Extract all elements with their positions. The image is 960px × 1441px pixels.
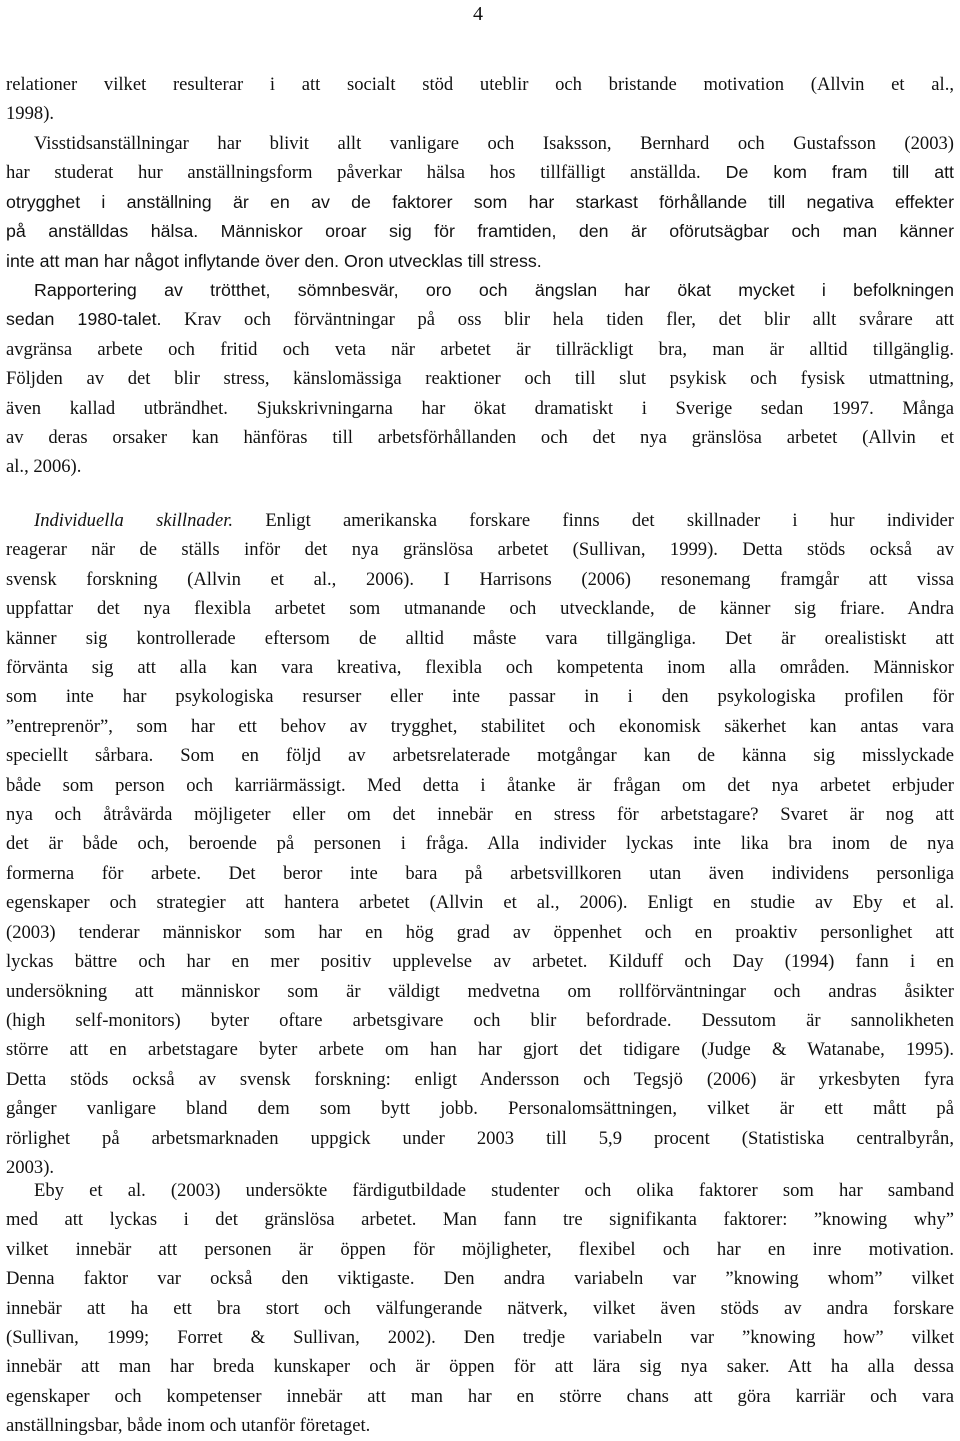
text-line: inte att man har något inflytande över den. Oron utvecklas till stress. bbox=[6, 250, 542, 271]
text-segment: Människor oroar sig för framtiden, den är oförutsägbar och man känner bbox=[198, 221, 954, 242]
text-line: svensk forskning (Allvin et al., 2006). I Harrisons (2006) resonemang framgår att vissa bbox=[6, 568, 954, 590]
text-line bbox=[6, 217, 954, 246]
paragraph-3 bbox=[6, 276, 954, 482]
text-line: relationer vilket resulterar i att socialt stöd uteblir och bristande motivation (Allvin et al., bbox=[6, 74, 954, 95]
text-line: Rapportering av trötthet, sömnbesvär, oro och ängslan har ökat mycket i befolkningen bbox=[34, 280, 954, 300]
text-line: förvänta sig att alla kan vara kreativa, flexibla och kompetenta inom alla områden. Människor bbox=[6, 657, 954, 679]
text-line: rörlighet på arbetsmarknaden uppgick under 2003 till 5,9 procent (Statistiska centralbyrån, bbox=[6, 1127, 954, 1149]
text-line bbox=[6, 506, 954, 535]
text-line bbox=[6, 158, 954, 187]
text-line: Visstidsanställningar har blivit allt vanligare och Isaksson, Bernhard och Gustafsson (2003) bbox=[34, 133, 954, 154]
text-line: innebär att ha ett bra stort och välfungerande nätverk, vilket även stöds av andra forskare bbox=[6, 1297, 954, 1319]
text-line: med att lyckas i det gränslösa arbetet. Man fann tre signifikanta faktorer: ”knowing why” bbox=[6, 1209, 954, 1231]
section-heading: Individuella skillnader. bbox=[34, 510, 234, 531]
text-line: avgränsa arbete och fritid och veta när arbetet är tillräckligt bra, man är alltid tillgänglig. bbox=[6, 338, 954, 360]
text-line: egenskaper och kompetenser innebär att man har en större chans att göra karriär och vara bbox=[6, 1385, 954, 1407]
text-line: nya och åtråvärda möjligeter eller om det innebär en stress för arbetstagare? Svaret är nog att bbox=[6, 804, 954, 826]
page-number: 4 bbox=[473, 3, 483, 25]
text-segment: Krav och förväntningar på oss blir hela tiden fler, det blir allt svårare att bbox=[161, 309, 954, 331]
text-line: som inte har psykologiska resurser eller inte passar in i den psykologiska profilen för bbox=[6, 686, 954, 708]
text-line: egenskaper och strategier att hantera arbetet (Allvin et al., 2006). Enligt en studie av Eby et al. bbox=[6, 892, 954, 914]
text-line: al., 2006). bbox=[6, 456, 82, 478]
text-line: av deras orsaker kan hänföras till arbetsförhållanden och det nya gränslösa arbetet (Allvin et bbox=[6, 427, 954, 449]
text-line: gånger vanligare bland dem som bytt jobb. Personalomsättningen, vilket är ett mått på bbox=[6, 1098, 954, 1120]
text-line: innebär att man har breda kunskaper och är öppen för att lära sig nya saker. Att ha alla dessa bbox=[6, 1356, 954, 1378]
text-segment: har studerat hur anställningsform påverkar hälsa hos tillfälligt anställda. bbox=[6, 162, 701, 184]
text-line: 1998). bbox=[6, 103, 55, 125]
text-segment: De kom fram till att bbox=[700, 162, 954, 183]
text-line: vilket innebär att personen är öppen för möjligheter, flexibel och har en inre motivation. bbox=[6, 1238, 954, 1260]
text-line: otrygghet i anställning är en av de faktorer som har starkast förhållande till negativa effekter bbox=[6, 191, 954, 212]
text-line: uppfattar det nya flexibla arbetet som utmanande och utvecklande, de känner sig friare. Andra bbox=[6, 598, 954, 620]
text-line: Detta stöds också av svensk forskning: enligt Andersson och Tegsjö (2006) är yrkesbyten fyra bbox=[6, 1068, 954, 1090]
text-line: formerna för arbete. Det beror inte bara på arbetsvillkoren utan även individens personliga bbox=[6, 862, 954, 884]
text-line: Eby et al. (2003) undersökte färdigutbildade studenter och olika faktorer som har samband bbox=[34, 1180, 954, 1201]
paragraph-2 bbox=[6, 129, 954, 276]
text-line: 2003). bbox=[6, 1156, 55, 1178]
text-line: (high self-monitors) byter oftare arbetsgivare och blir befordrade. Dessutom är sannolikheten bbox=[6, 1009, 954, 1031]
text-line: även kallad utbrändhet. Sjukskrivningarna har ökat dramatiskt i Sverige sedan 1997. Många bbox=[6, 397, 954, 419]
text-line: det är både och, beroende på personen i fråga. Alla individer lyckas inte lika bra inom de nya bbox=[6, 833, 954, 855]
text-segment: Enligt amerikanska forskare finns det skillnader i hur individer bbox=[233, 510, 954, 531]
text-line: känner sig kontrollerade eftersom de alltid måste vara tillgängliga. Det är orealistiskt att bbox=[6, 627, 954, 649]
text-line: lyckas bättre och har en mer positiv upplevelse av arbetet. Kilduff och Day (1994) fann i en bbox=[6, 951, 954, 973]
text-line: (2003) tenderar människor som har en hög grad av öppenhet och en proaktiv personlighet att bbox=[6, 921, 954, 943]
text-line: anställningsbar, både inom och utanför företaget. bbox=[6, 1415, 371, 1437]
text-line bbox=[6, 305, 954, 334]
text-segment: sedan 1980-talet. bbox=[6, 309, 162, 330]
text-line: reagerar när de ställs inför det nya gränslösa arbetet (Sullivan, 1999). Detta stöds också av bbox=[6, 539, 954, 561]
paragraph-eby bbox=[6, 1176, 954, 1441]
text-line: större att en arbetstagare byter arbete om han har gjort det tidigare (Judge & Watanabe, 1995). bbox=[6, 1039, 954, 1061]
section-individual-differences bbox=[6, 506, 954, 1182]
text-line: Denna faktor var också den viktigaste. Den andra variabeln var ”knowing whom” vilket bbox=[6, 1268, 954, 1290]
paragraph-1 bbox=[6, 70, 954, 129]
text-line: speciellt sårbara. Som en följd av arbetsrelaterade motgångar kan de känna sig misslyckade bbox=[6, 745, 954, 767]
text-line: undersökning att människor som är väldigt medvetna om rollförväntningar och andras åsikter bbox=[6, 980, 954, 1002]
text-line: (Sullivan, 1999; Forret & Sullivan, 2002). Den tredje variabeln var ”knowing how” vilket bbox=[6, 1327, 954, 1349]
text-line: ”entreprenör”, som har ett behov av trygghet, stabilitet och ekonomisk säkerhet kan antas vara bbox=[6, 715, 954, 737]
text-segment: på anställdas hälsa. bbox=[6, 221, 199, 242]
text-line: Följden av det blir stress, känslomässiga reaktioner och till slut psykisk och fysisk utmattning, bbox=[6, 368, 954, 390]
text-line: både som person och karriärmässigt. Med detta i åtanke är frågan om det nya arbetet erbjuder bbox=[6, 774, 954, 796]
